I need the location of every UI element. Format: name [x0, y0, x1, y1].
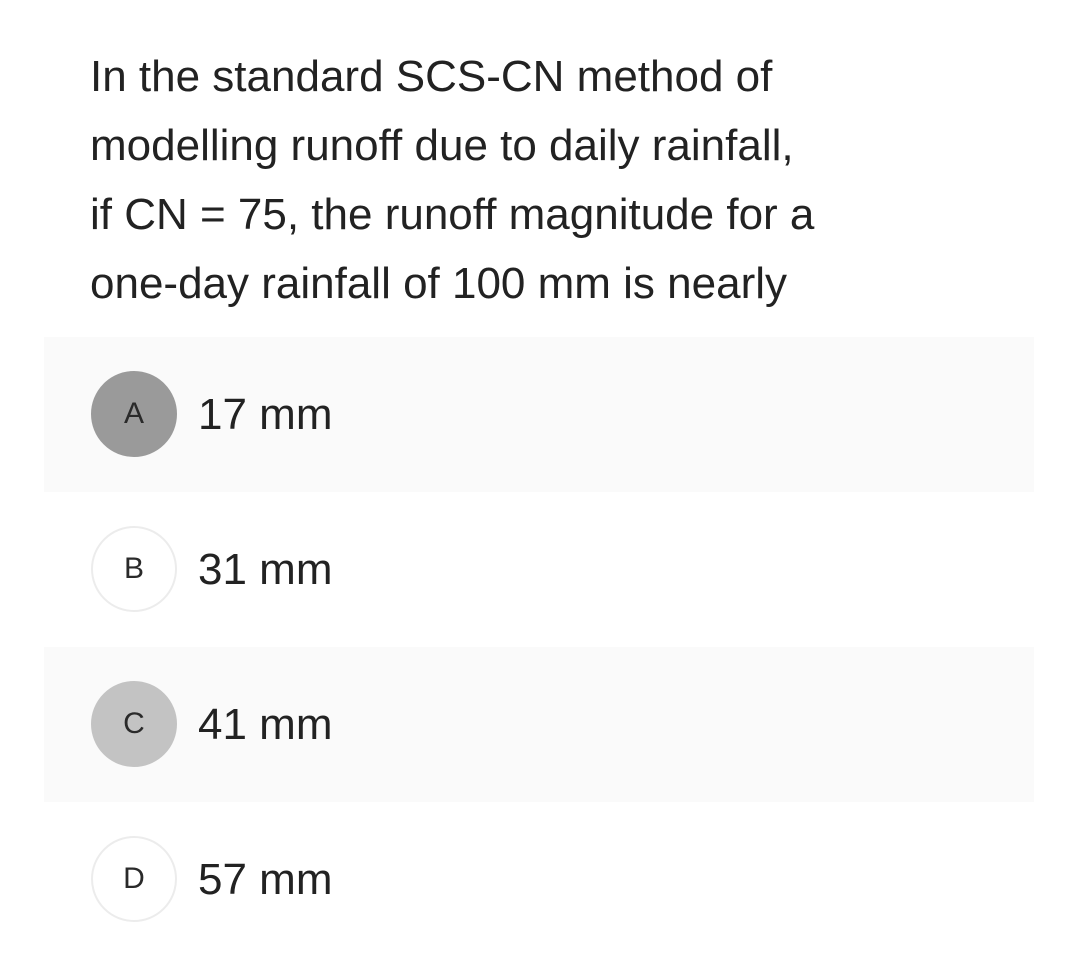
- option-d[interactable]: [44, 802, 1034, 957]
- question-line: if CN = 75, the runoff magnitude for a: [90, 190, 815, 239]
- option-label: 41 mm: [198, 700, 333, 749]
- option-label: 17 mm: [198, 390, 333, 439]
- option-letter-badge: C: [91, 681, 177, 767]
- option-label: 57 mm: [198, 855, 333, 904]
- option-b[interactable]: [44, 492, 1034, 647]
- option-c[interactable]: [44, 647, 1034, 802]
- option-letter-badge: A: [91, 371, 177, 457]
- question-line: one-day rainfall of 100 mm is nearly: [90, 259, 787, 308]
- option-label: 31 mm: [198, 545, 333, 594]
- question-text: [90, 42, 1050, 318]
- option-letter-badge: B: [91, 526, 177, 612]
- option-letter-badge: D: [91, 836, 177, 922]
- question-line: modelling runoff due to daily rainfall,: [90, 121, 794, 170]
- question-line: In the standard SCS-CN method of: [90, 52, 773, 101]
- option-a[interactable]: [44, 337, 1034, 492]
